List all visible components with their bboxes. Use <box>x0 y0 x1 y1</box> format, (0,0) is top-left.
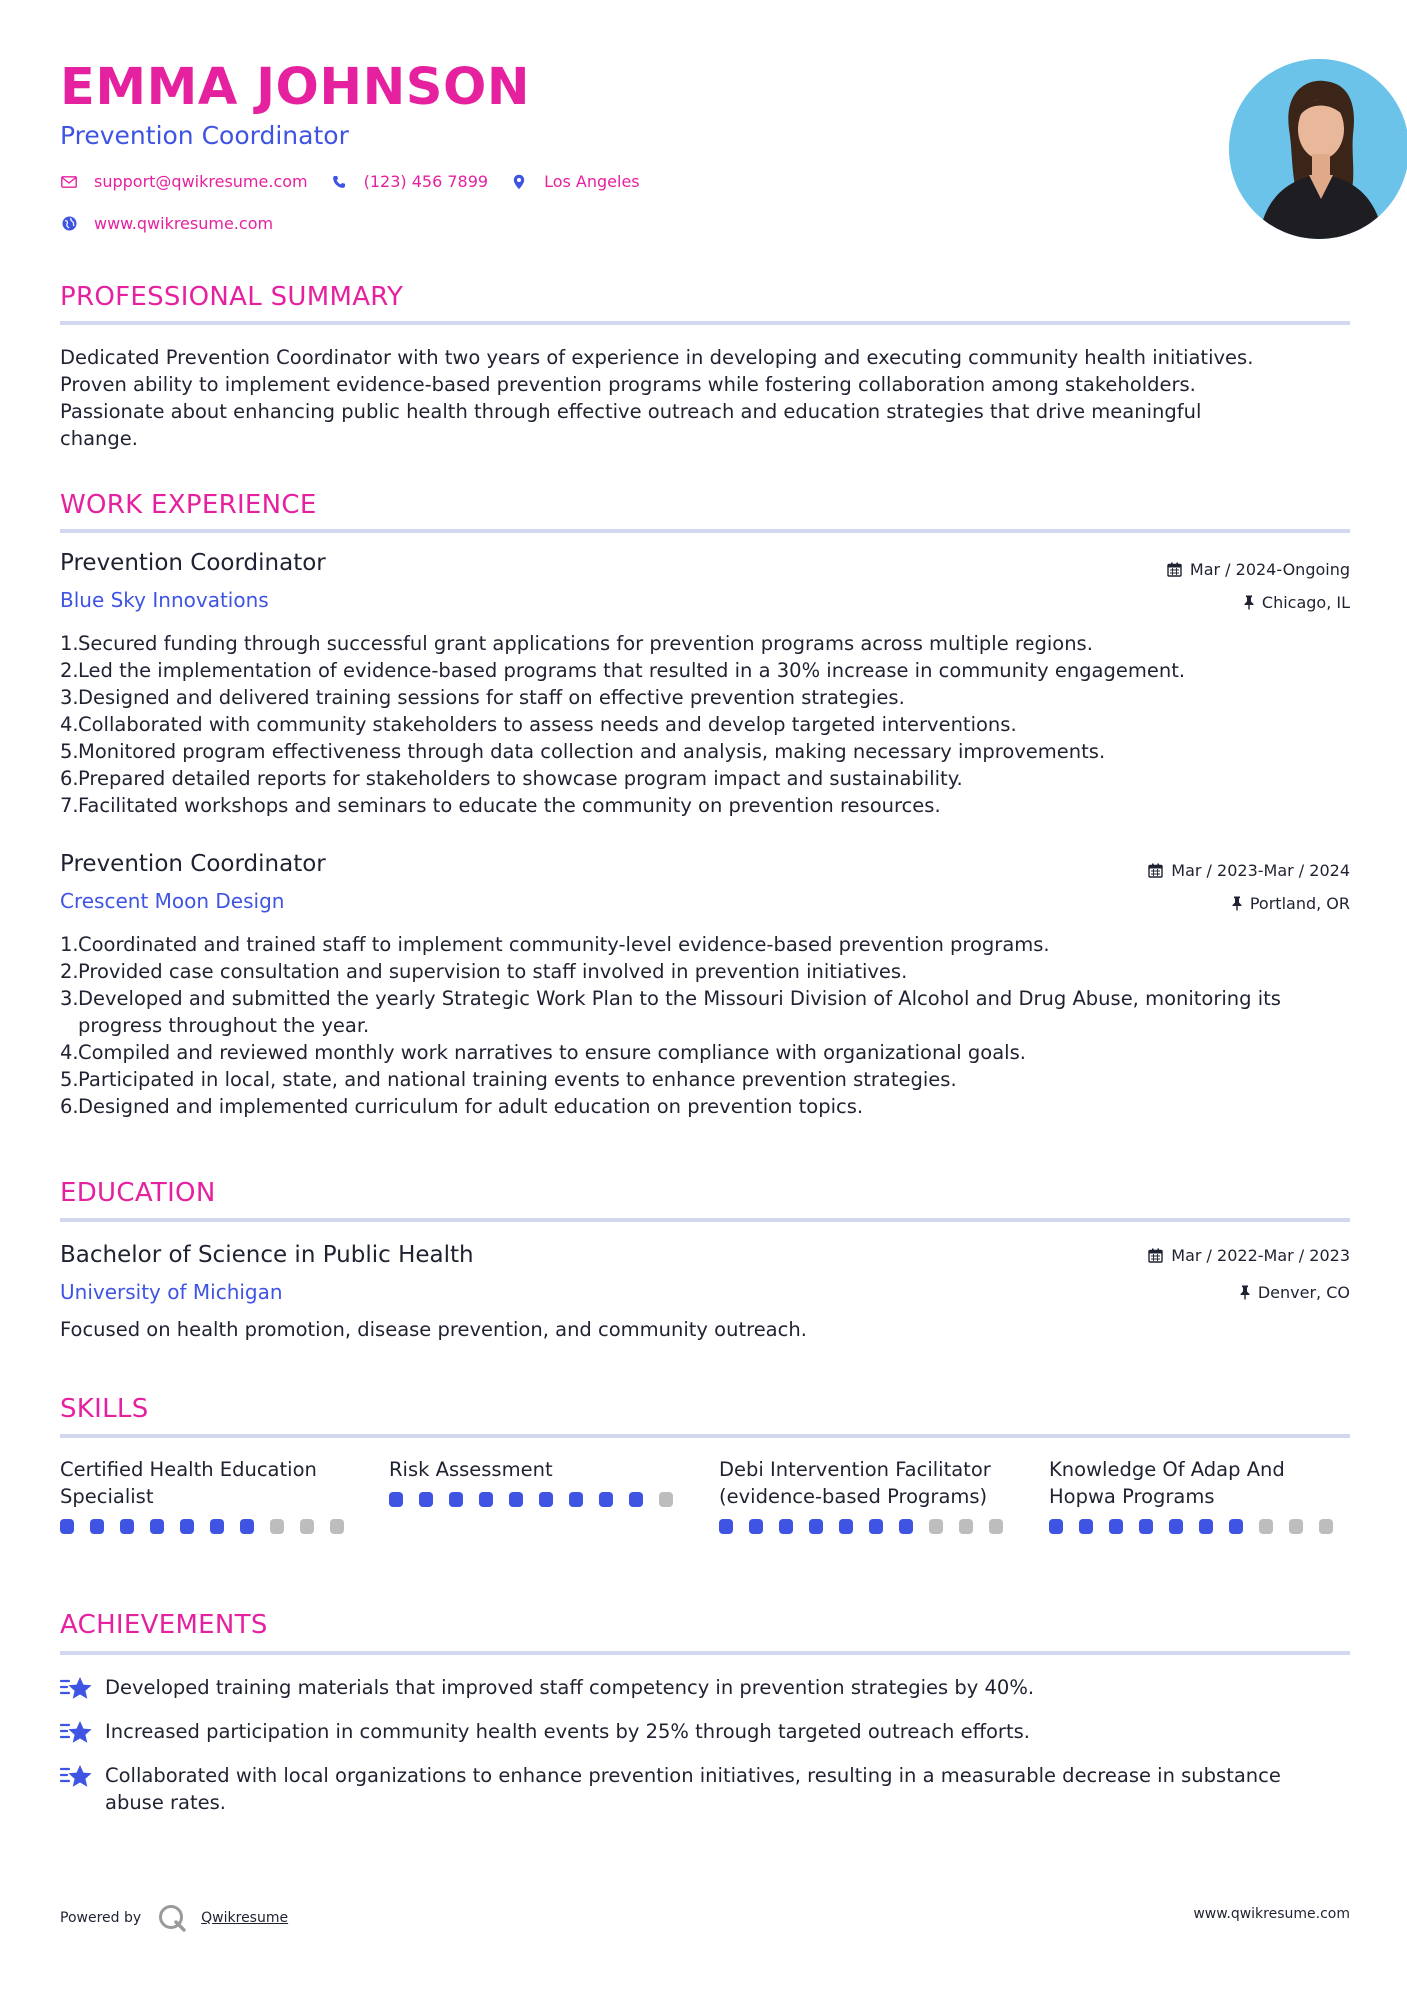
skill-dot-filled <box>539 1492 553 1507</box>
education-location <box>1240 1283 1350 1302</box>
job-bullets <box>60 630 1350 819</box>
skill-name: Certified Health Education Specialist <box>60 1458 317 1508</box>
list-item: 7. Facilitated workshops and seminars to educate the community on prevention resources. <box>60 794 941 817</box>
calendar-icon <box>1148 1248 1163 1263</box>
skill-dot-empty <box>1319 1519 1333 1534</box>
job-dates <box>1148 861 1350 880</box>
list-item: 1. Coordinated and trained staff to implement community-level evidence-based prevention programs. <box>60 933 1050 956</box>
phone-text: (123) 456 7899 <box>363 172 489 191</box>
location-text: Los Angeles <box>544 172 640 191</box>
skill-level-dots <box>719 1519 1019 1534</box>
list-item: 2. Led the implementation of evidence-based programs that resulted in a 30% increase in community engagement. <box>60 659 1186 682</box>
skill-name: Knowledge Of Adap And Hopwa Programs <box>1049 1458 1285 1508</box>
skill-dot-filled <box>869 1519 883 1534</box>
list-item: 4. Compiled and reviewed monthly work narratives to ensure compliance with organizational goals. <box>60 1041 1026 1064</box>
contact-phone[interactable] <box>330 172 488 191</box>
summary-line: change. <box>60 427 138 450</box>
skill-dot-filled <box>1079 1519 1093 1534</box>
skill-dot-filled <box>150 1519 164 1534</box>
experience-divider <box>60 529 1350 533</box>
list-item: 3. Developed and submitted the yearly Strategic Work Plan to the Missouri Division of Alcohol and Drug Abuse, monitoring its progress throughout the year. <box>60 987 1281 1037</box>
school-name: University of Michigan <box>60 1280 283 1304</box>
skill-dot-filled <box>629 1492 643 1507</box>
skill-dot-filled <box>419 1492 433 1507</box>
job-title: Prevention Coordinator <box>60 851 326 877</box>
list-item: 2. Provided case consultation and supervision to staff involved in prevention initiatives. <box>60 960 908 983</box>
skill-dot-filled <box>749 1519 763 1534</box>
skill-dot-empty <box>1289 1519 1303 1534</box>
achievement-item <box>60 1674 1350 1706</box>
star-bullet-icon <box>60 1762 105 1816</box>
skill-dot-filled <box>1199 1519 1213 1534</box>
achievements-heading: ACHIEVEMENTS <box>60 1610 268 1640</box>
calendar-icon <box>1148 863 1163 878</box>
list-item: 5. Monitored program effectiveness through data collection and analysis, making necessary improvements. <box>60 740 1106 763</box>
achievement-item <box>60 1762 1350 1816</box>
footer-powered-by <box>60 1903 288 1933</box>
skill-dot-empty <box>330 1519 344 1534</box>
star-bullet-icon <box>60 1674 105 1706</box>
profile-photo <box>1229 59 1407 239</box>
contact-email[interactable] <box>60 172 308 191</box>
skill-dot-empty <box>1259 1519 1273 1534</box>
job-location <box>1244 593 1350 612</box>
skill-name: Debi Intervention Facilitator (evidence-based Programs) <box>719 1458 991 1508</box>
education-description: Focused on health promotion, disease prevention, and community outreach. <box>60 1318 807 1341</box>
powered-by-text: Powered by <box>60 1910 142 1926</box>
pushpin-icon <box>1240 1285 1250 1300</box>
skill-dot-filled <box>569 1492 583 1507</box>
achievement-text: Increased participation in community health events by 25% through targeted outreach efforts. <box>105 1720 1030 1743</box>
skill-level-dots <box>389 1492 689 1507</box>
qwikresume-logo-icon <box>157 1903 187 1933</box>
skill-dot-empty <box>959 1519 973 1534</box>
skill-dot-filled <box>479 1492 493 1507</box>
skill-dot-empty <box>929 1519 943 1534</box>
pushpin-icon <box>1232 896 1242 911</box>
education-dates <box>1148 1246 1350 1265</box>
qwikresume-link[interactable]: Qwikresume <box>201 1910 289 1926</box>
achievement-item <box>60 1718 1350 1750</box>
candidate-name: EMMA JOHNSON <box>60 58 531 117</box>
job-company: Crescent Moon Design <box>60 889 285 913</box>
skills-divider <box>60 1434 1350 1438</box>
contact-location <box>510 172 640 191</box>
email-text: support@qwikresume.com <box>94 172 308 191</box>
list-item: 4. Collaborated with community stakeholders to assess needs and develop targeted interventions. <box>60 713 1017 736</box>
skill-dot-filled <box>899 1519 913 1534</box>
skill-dot-empty <box>659 1492 673 1507</box>
skill-name: Risk Assessment <box>389 1458 553 1481</box>
summary-divider <box>60 321 1350 325</box>
pushpin-icon <box>1244 595 1254 610</box>
list-item: 6. Prepared detailed reports for stakeholders to showcase program impact and sustainability. <box>60 767 963 790</box>
summary-heading: PROFESSIONAL SUMMARY <box>60 282 404 312</box>
skill-item <box>389 1456 689 1507</box>
skill-item <box>1049 1456 1349 1534</box>
skills-heading: SKILLS <box>60 1394 149 1424</box>
degree-title: Bachelor of Science in Public Health <box>60 1242 474 1268</box>
job-title: Prevention Coordinator <box>60 550 326 576</box>
education-dates-text: Mar / 2022-Mar / 2023 <box>1171 1246 1350 1265</box>
skill-dot-filled <box>1049 1519 1063 1534</box>
experience-heading: WORK EXPERIENCE <box>60 490 317 520</box>
contact-row-2 <box>60 214 295 233</box>
job-location <box>1232 894 1350 913</box>
skill-dot-filled <box>210 1519 224 1534</box>
candidate-role: Prevention Coordinator <box>60 121 349 150</box>
skill-item <box>719 1456 1019 1534</box>
list-item: 3. Designed and delivered training sessions for staff on effective prevention strategies. <box>60 686 905 709</box>
skill-dot-empty <box>300 1519 314 1534</box>
skill-dot-filled <box>120 1519 134 1534</box>
calendar-icon <box>1167 562 1182 577</box>
skill-dot-filled <box>1109 1519 1123 1534</box>
job-dates <box>1167 560 1350 579</box>
skill-dot-empty <box>989 1519 1003 1534</box>
summary-line: Dedicated Prevention Coordinator with two years of experience in developing and executing community health initiatives. <box>60 346 1254 369</box>
education-divider <box>60 1218 1350 1222</box>
star-bullet-icon <box>60 1718 105 1750</box>
education-heading: EDUCATION <box>60 1178 216 1208</box>
website-text: www.qwikresume.com <box>94 214 274 233</box>
skill-dot-filled <box>509 1492 523 1507</box>
skill-dot-filled <box>449 1492 463 1507</box>
skill-dot-filled <box>60 1519 74 1534</box>
job-location-text: Chicago, IL <box>1261 593 1350 612</box>
skill-dot-filled <box>240 1519 254 1534</box>
skill-dot-empty <box>270 1519 284 1534</box>
skill-dot-filled <box>389 1492 403 1507</box>
skill-dot-filled <box>809 1519 823 1534</box>
education-location-text: Denver, CO <box>1257 1283 1350 1302</box>
map-pin-icon <box>510 173 528 191</box>
contact-website[interactable] <box>60 214 273 233</box>
skill-dot-filled <box>180 1519 194 1534</box>
job-dates-text: Mar / 2024-Ongoing <box>1189 560 1350 579</box>
footer-website[interactable]: www.qwikresume.com <box>1193 1906 1350 1922</box>
globe-icon <box>60 215 78 233</box>
skill-level-dots <box>1049 1519 1349 1534</box>
phone-icon <box>330 173 348 191</box>
skill-dot-filled <box>779 1519 793 1534</box>
job-company: Blue Sky Innovations <box>60 588 269 612</box>
skill-dot-filled <box>719 1519 733 1534</box>
list-item: 6. Designed and implemented curriculum for adult education on prevention topics. <box>60 1095 864 1118</box>
job-location-text: Portland, OR <box>1249 894 1350 913</box>
person-avatar-icon <box>1229 59 1407 239</box>
skill-dot-filled <box>1139 1519 1153 1534</box>
skill-dot-filled <box>90 1519 104 1534</box>
summary-line: Passionate about enhancing public health through effective outreach and education strategies that drive meaningful <box>60 400 1202 423</box>
skill-item <box>60 1456 360 1534</box>
list-item: 5. Participated in local, state, and national training events to enhance prevention strategies. <box>60 1068 957 1091</box>
skill-level-dots <box>60 1519 360 1534</box>
skill-dot-filled <box>1169 1519 1183 1534</box>
achievement-text: Developed training materials that improved staff competency in prevention strategies by 40%. <box>105 1676 1035 1699</box>
skill-dot-filled <box>839 1519 853 1534</box>
job-bullets <box>60 931 1350 1120</box>
achievement-text: Collaborated with local organizations to enhance prevention initiatives, resulting in a measurable decrease in substance abuse rates. <box>105 1764 1281 1814</box>
skill-dot-filled <box>599 1492 613 1507</box>
list-item: 1. Secured funding through successful grant applications for prevention programs across multiple regions. <box>60 632 1093 655</box>
summary-text <box>60 344 1350 452</box>
skill-dot-filled <box>1229 1519 1243 1534</box>
job-dates-text: Mar / 2023-Mar / 2024 <box>1171 861 1350 880</box>
mail-icon <box>60 173 78 191</box>
achievements-divider <box>60 1651 1350 1655</box>
summary-line: Proven ability to implement evidence-based prevention programs while fostering collaboration among stakeholders. <box>60 373 1196 396</box>
contact-row-1 <box>60 172 662 191</box>
